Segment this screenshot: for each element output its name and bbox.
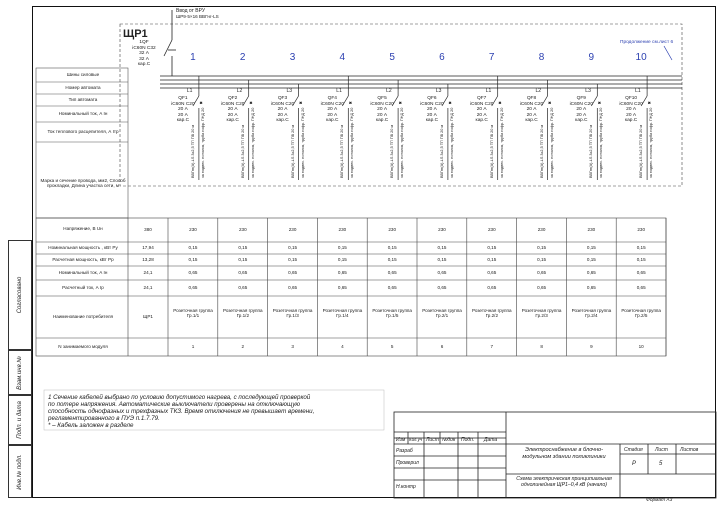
circuit-calc-power: 0,15 <box>586 257 596 262</box>
note-line-4: регламентированного в ПУЭ п.1.7.79. <box>48 415 160 422</box>
cable-spec: ВВГнг(А)-LS 3х2,5 ТП ПВ 20 м <box>589 124 594 178</box>
cable-spec: ВВГнг(А)-LS 3х2,5 ТП ПВ 20 м <box>240 124 245 178</box>
circuit-breaker: QF4 iC60N С20 20 А 20 А кар.С <box>320 96 345 124</box>
circuit-number: 7 <box>488 52 495 63</box>
circuit-breaker: QF3 iC60N С20 20 А 20 А кар.С <box>270 96 295 124</box>
cable-method: за подвес. потолок, труба гофр. ПНД 20 <box>549 107 554 178</box>
circuit-module: 2 <box>241 344 245 349</box>
circuit-consumer: Розеточная группа Гр.2/1 <box>422 308 462 319</box>
total-calc-i: 24,1 <box>143 285 153 290</box>
circuit-voltage: 230 <box>487 227 496 232</box>
main-breaker: 1QF iC60N С32 32 А 32 А кар.С <box>132 40 156 68</box>
note-line-5: * – Кабель заложен в разделе <box>48 422 134 429</box>
circuit-consumer: Розеточная группа Гр.2/3 <box>521 308 562 319</box>
circuit-breaker: QF6 iC60N С20 20 А 20 А кар.С <box>420 96 444 124</box>
side-stamp-inv-orig: Инв.№ подл. <box>8 445 32 498</box>
circuit-calc-i: 0,65 <box>487 285 497 290</box>
circuit-number: 5 <box>389 52 395 63</box>
row-label-consumer: Наименование потребителя <box>52 314 114 319</box>
row-label-voltage: Напряжение, В Uн <box>63 226 103 231</box>
circuit-calc-power: 0,15 <box>288 257 298 262</box>
stamp-col-podp: Подп. <box>461 437 475 443</box>
stamp-nkontr: Н.контр <box>396 484 416 490</box>
total-rated-power: 17,94 <box>142 245 154 250</box>
circuit-consumer: Розеточная группа Гр.1/4 <box>322 308 363 319</box>
row-label-bus: Шины силовые <box>66 72 100 77</box>
circuit-consumer: Розеточная группа Гр.2/5 <box>621 308 661 319</box>
circuit-calc-power: 0,15 <box>387 257 397 262</box>
phase-label: L2 <box>386 88 392 94</box>
cable-method: за подвес. потолок, труба гофр. ПНД 20 <box>200 107 205 178</box>
circuit-module: 4 <box>341 344 344 349</box>
circuit-rated-power: 0,15 <box>238 245 248 250</box>
svg-text:×: × <box>448 100 452 105</box>
circuit-rated-power: 0,15 <box>337 245 347 250</box>
cable-spec: ВВГнг(А)-LS 3х2,5 ТП ПВ 20 м <box>290 124 295 178</box>
circuit-calc-i: 0,65 <box>586 285 596 290</box>
circuit-rated-i: 0,65 <box>238 270 248 275</box>
circuit-breaker: QF2 iC60N С20 20 А 20 А кар.С <box>220 96 245 124</box>
stamp-sheet: 5 <box>659 461 663 467</box>
phase-label: L3 <box>286 88 293 94</box>
stamp-sheet-header: Лист <box>655 447 668 453</box>
circuit-rated-power: 0,15 <box>288 245 298 250</box>
panel-name: ЩР1 <box>123 28 148 40</box>
note-line-2: по потере напряжения. Автоматические выключатели проверены на отключающую <box>48 401 301 408</box>
circuit-calc-i: 0,65 <box>437 285 447 290</box>
total-consumer: ЩР1 <box>143 314 153 319</box>
circuit-rated-power: 0,15 <box>636 245 646 250</box>
circuit-calc-i: 0,65 <box>387 285 397 290</box>
circuit-rated-i: 0,65 <box>337 270 347 275</box>
circuit-breaker: QF7 iC60N С20 20 А 20 А кар.С <box>469 96 494 124</box>
circuit-rated-power: 0,15 <box>487 245 497 250</box>
row-label-calc-i: Расчетный ток, А Iр <box>62 285 104 290</box>
circuit-voltage: 230 <box>438 227 446 232</box>
circuit-rated-i: 0,65 <box>288 270 298 275</box>
stamp-col-list: Лист <box>426 437 439 443</box>
circuit-rated-i: 0,65 <box>537 270 547 275</box>
circuit-voltage: 230 <box>238 227 247 232</box>
circuit-number: 10 <box>635 52 647 63</box>
phase-label: L3 <box>585 88 591 94</box>
row-label-rated-i: Номинальный ток, А Iн <box>58 270 108 275</box>
svg-text:×: × <box>249 100 253 105</box>
circuit-calc-i: 0,65 <box>636 285 646 290</box>
svg-text:×: × <box>199 100 203 105</box>
circuit-rated-power: 0,15 <box>437 245 447 250</box>
total-voltage: 380 <box>144 227 152 232</box>
circuit-calc-power: 0,15 <box>337 257 347 262</box>
circuit-module: 10 <box>638 344 644 349</box>
phase-label: L1 <box>336 88 342 94</box>
circuit-breaker: QF5 iC60N С20 20 А 20 А кар.С <box>370 96 394 124</box>
circuit-calc-power: 0,15 <box>437 257 447 262</box>
circuit-rated-i: 0,65 <box>437 270 447 275</box>
circuit-rated-i: 0,65 <box>636 270 646 275</box>
circuit-consumer: Розеточная группа Гр.2/4 <box>571 308 612 319</box>
circuit-calc-power: 0,15 <box>238 257 248 262</box>
circuit-consumer: Розеточная группа Гр.1/5 <box>372 308 412 319</box>
row-label-rated-current: Номинальный ток, А Iн <box>58 111 108 116</box>
phase-label: L2 <box>535 88 542 94</box>
circuit-consumer: Розеточная группа Гр.1/2 <box>223 308 263 319</box>
circuit-rated-i: 0,65 <box>586 270 596 275</box>
side-stamp-agreed: Согласовано <box>8 240 32 350</box>
circuit-breaker: QF1 iC60N С20 20 А 20 А кар.С <box>171 96 195 124</box>
circuit-number: 4 <box>339 52 346 63</box>
cable-method: за подвес. потолок, труба гофр. ПНД 20 <box>400 107 405 178</box>
cable-spec: ВВГнг(А)-LS 3х2,5 ТП ПВ 20 м <box>539 124 544 178</box>
total-calc-power: 13,28 <box>142 257 154 262</box>
circuit-module: 3 <box>291 344 294 349</box>
phase-label: L3 <box>435 88 442 94</box>
circuit-voltage: 230 <box>189 227 197 232</box>
circuit-calc-i: 0,65 <box>288 285 298 290</box>
row-label-module-no: N занимаемого модуля <box>58 344 108 349</box>
circuit-rated-power: 0,15 <box>188 245 198 250</box>
circuit-rated-power: 0,15 <box>586 245 596 250</box>
circuit-consumer: Розеточная группа Гр.1/1 <box>173 308 213 319</box>
phase-label: L1 <box>635 88 641 94</box>
note-line-1: 1 Сечение кабелей выбрано по условию допустимого нагрева, с последующей проверкой <box>48 394 311 401</box>
total-rated-i: 24,1 <box>143 270 153 275</box>
input-cable-label: ШР9·5×16 ВВГнг-LS <box>176 14 219 19</box>
stamp-razrab: Разраб <box>396 448 413 454</box>
cable-spec: ВВГнг(А)-LS 3х2,5 ТП ПВ 20 м <box>439 124 444 178</box>
cable-spec: ВВГнг(А)-LS 3х2,5 ТП ПВ 20 м <box>489 124 494 178</box>
circuit-voltage: 230 <box>288 227 297 232</box>
continue-label: Продолжение см.лист 6 <box>620 40 674 45</box>
row-label-thermal-current: Ток теплового расцепителя, А Iтр <box>47 129 119 134</box>
circuit-module: 9 <box>590 344 593 349</box>
cable-method: за подвес. потолок, труба гофр. ПНД 20 <box>350 107 355 178</box>
circuit-module: 8 <box>540 344 543 349</box>
stamp-col-data: Дата <box>484 437 498 443</box>
circuit-voltage: 230 <box>587 227 596 232</box>
stamp-col-izm: Изм <box>396 437 406 443</box>
phase-label: L1 <box>186 88 193 94</box>
circuit-breaker: QF8 iC60N С20 20 А 20 А кар.С <box>519 96 544 124</box>
cable-method: за подвес. потолок, труба гофр. ПНД 20 <box>599 107 604 178</box>
stamp-sheets-header: Листов <box>680 447 699 453</box>
circuit-consumer: Розеточная группа Гр.1/3 <box>272 308 313 319</box>
circuit-rated-i: 0,65 <box>188 270 198 275</box>
circuit-breaker: QF10 iC60N С20 20 А 20 А кар.С <box>619 96 643 124</box>
circuit-calc-i: 0,65 <box>337 285 347 290</box>
stamp-proveril: Проверил <box>396 460 419 466</box>
circuit-rated-power: 0,15 <box>387 245 397 250</box>
stamp-col-kol: Кол.уч <box>409 437 423 442</box>
cable-method: за подвес. потолок, труба гофр. ПНД 20 <box>649 107 654 178</box>
note-line-3: способность однофазных и трехфазных ТКЗ. Время отключения не превышает времени, <box>48 408 315 415</box>
svg-text:×: × <box>498 100 502 105</box>
circuit-calc-power: 0,15 <box>487 257 497 262</box>
side-stamp-sign-date: Подп. и дата <box>8 395 32 445</box>
circuit-rated-i: 0,65 <box>487 270 497 275</box>
cable-method: за подвес. потолок, труба гофр. ПНД 20 <box>250 107 255 178</box>
cable-spec: ВВГнг(А)-LS 3х2,5 ТП ПВ 20 м <box>639 124 644 178</box>
circuit-calc-power: 0,15 <box>636 257 646 262</box>
circuit-voltage: 230 <box>637 227 646 232</box>
circuit-number: 9 <box>588 52 595 63</box>
circuit-module: 6 <box>440 344 444 349</box>
circuit-rated-i: 0,65 <box>387 270 397 275</box>
phase-label: L2 <box>236 88 243 94</box>
stamp-scheme-title: Схема электрическая принципиальная однолинейная ЩР1–0,4 кВ (начало) <box>516 476 612 489</box>
circuit-breaker: QF9 iC60N С20 20 А 20 А кар.С <box>569 96 594 124</box>
circuit-voltage: 230 <box>388 227 397 232</box>
circuit-calc-power: 0,15 <box>537 257 547 262</box>
phase-label: L1 <box>485 88 492 94</box>
svg-text:×: × <box>399 100 402 105</box>
cable-method: за подвес. потолок, труба гофр. ПНД 20 <box>499 107 504 178</box>
cable-method: за подвес. потолок, труба гофр. ПНД 20 <box>449 107 454 178</box>
input-label: Ввод от ВРУ <box>176 8 205 14</box>
circuit-number: 8 <box>538 52 545 63</box>
circuit-calc-i: 0,65 <box>238 285 248 290</box>
row-label-rated-power: Номинальная мощность , кВт Ру <box>48 245 118 250</box>
circuit-module: 5 <box>390 344 394 349</box>
side-stamp-replace-inv: Взам.инв.№ <box>8 350 32 395</box>
circuit-consumer: Розеточная группа Гр.2/2 <box>472 308 512 319</box>
svg-text:×: × <box>598 100 601 105</box>
circuit-number: 1 <box>190 52 196 63</box>
stamp-col-doc: №док <box>442 437 456 443</box>
stamp-stage: Р <box>632 461 637 467</box>
svg-text:×: × <box>548 100 551 105</box>
svg-text:×: × <box>648 100 651 105</box>
svg-text:×: × <box>299 100 302 105</box>
circuit-calc-i: 0,65 <box>537 285 547 290</box>
circuit-calc-power: 0,15 <box>188 257 198 262</box>
circuit-rated-power: 0,15 <box>537 245 547 250</box>
row-label-calc-power: Расчетная мощность, кВт Рр <box>52 257 114 262</box>
circuit-calc-i: 0,65 <box>188 285 198 290</box>
circuit-module: 1 <box>191 344 195 349</box>
cable-spec: ВВГнг(А)-LS 3х2,5 ТП ПВ 20 м <box>190 124 195 178</box>
svg-text:×: × <box>349 100 352 105</box>
stamp-project-title: Электроснабжение в блочно-модульном здании поликлиники <box>522 447 606 460</box>
stamp-stage-header: Стадия <box>624 447 643 453</box>
circuit-number: 6 <box>439 52 445 63</box>
circuit-number: 2 <box>239 52 246 63</box>
circuit-voltage: 230 <box>537 227 546 232</box>
cable-spec: ВВГнг(А)-LS 3х2,5 ТП ПВ 20 м <box>340 124 345 178</box>
stamp-format: Формат А3 <box>646 498 673 503</box>
row-label-device-no: Номер автомата <box>65 85 101 90</box>
circuit-voltage: 230 <box>338 227 347 232</box>
row-label-device-type: Тип автомата <box>68 97 98 102</box>
cable-spec: ВВГнг(А)-LS 3х2,5 ТП ПВ 20 м <box>390 124 395 178</box>
circuit-module: 7 <box>490 344 494 349</box>
circuit-number: 3 <box>289 52 296 63</box>
cable-method: за подвес. потолок, труба гофр. ПНД 20 <box>300 107 305 178</box>
row-label-cable: Марка и сечение провода, мм2, Способ прокладки, Длина участка сети, м <box>40 178 126 189</box>
